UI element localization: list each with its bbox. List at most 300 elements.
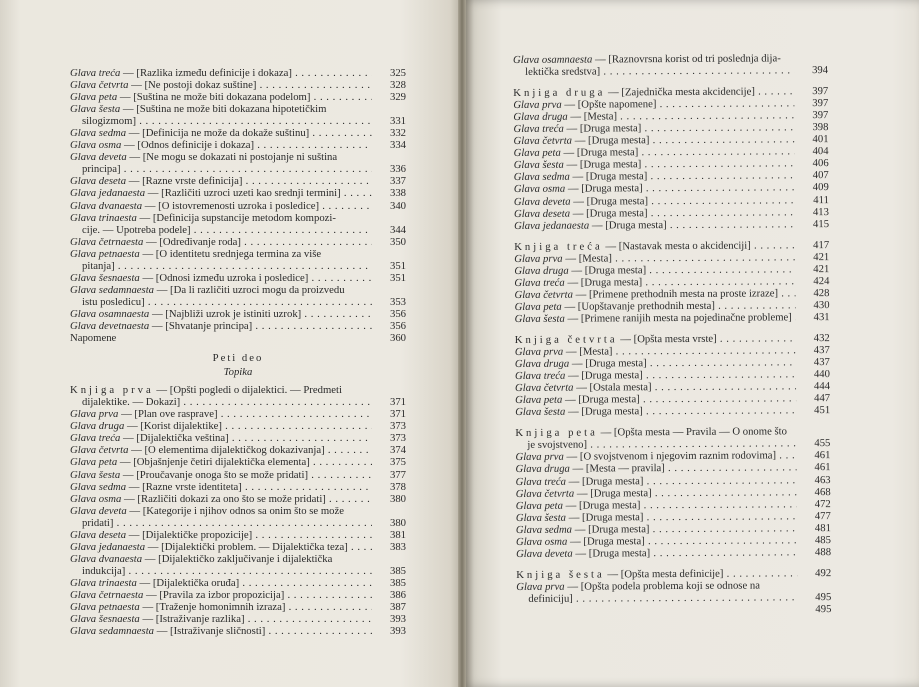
chapter-label: Glava šesta [70, 103, 121, 116]
toc-entry: Glava sedma — [Druga mesta] . . . 481 [516, 522, 831, 536]
entry-title: [Druga mesta] [584, 263, 647, 277]
toc-entry: Glava deveta — [Kategorije i njihov odnos sa onim što se može pridati] . . . 380 [70, 505, 406, 529]
entry-title: [Suština ne može biti dokazana podelom] [133, 91, 311, 104]
toc-entry: Glava druga — [Druga mesta] . . . 437 [515, 356, 830, 370]
entry-title: [Druga mesta] [581, 182, 643, 196]
toc-entry: Glava jedanaesta — [Dijalektički problem. — Dijalektička teza] . . . 383 [70, 541, 406, 553]
chapter-label: Glava peta [70, 91, 118, 104]
toc-entry: Glava treća — [Druga mesta] . . . 424 [514, 275, 829, 289]
chapter-label: Glava osma [70, 492, 122, 505]
page-number: 329 [389, 91, 406, 104]
entry-title: [Raznovrsna korist od tri poslednja dija- [608, 52, 781, 66]
page-number: 397 [812, 85, 829, 98]
entry-title: [O identitetu srednjega termina za više [155, 247, 322, 260]
chapter-label: Glava treća [70, 67, 121, 79]
chapter-label: Glava šesta [515, 405, 566, 419]
page-number: 356 [389, 319, 406, 332]
toc-entry: Glava šesnaesta — [Istraživanje razlika] . . . 393 [70, 613, 406, 625]
toc-entry: Glava prva — [Mesta] . . . 437 [515, 344, 830, 358]
entry-title-continued: istu posledicu] [82, 295, 145, 308]
page-number: 447 [814, 392, 831, 405]
chapter-label: Glava druga [514, 357, 570, 371]
page-number: 380 [389, 492, 406, 505]
toc-entry: Glava šesta — [Suština ne može biti dokazana hipotetičkim silogizmom] . . . 331 [70, 103, 406, 127]
toc-entry: Glava trinaesta — [Dijalektička oruđa] . . . 385 [70, 577, 406, 589]
entry-title: [Primene ranijih mesta na pojedinačne probleme] [580, 311, 792, 325]
entry-title: [Druga mesta] [583, 534, 645, 548]
page-number: 360 [389, 332, 406, 345]
chapter-label: Glava treća [515, 475, 567, 488]
toc-entry: Glava osamnaesta — [Raznovrsna korist od tri poslednja dija- lektička sredstva] . . . 394 [513, 52, 828, 78]
page-number: 411 [813, 193, 829, 206]
left-table-of-contents [70, 67, 406, 637]
toc-entry: Glava druga — [Korist dijalektike] . . . 373 [70, 420, 406, 432]
toc-entry: Glava prva — [Opšta podela problema koji se odnose na definiciju] . . . 495 [516, 579, 831, 605]
entry-title: [Druga mesta] [581, 474, 644, 488]
part-title: Peti deo [212, 352, 264, 365]
part-subtitle: Topika [223, 366, 253, 379]
page-number: 407 [812, 169, 829, 182]
entry-title: [Da li različiti uzroci mogu da proizvedu [170, 283, 345, 296]
entry-title: [O svojstvenom i njegovim raznim rodovima] [579, 449, 777, 464]
toc-entry: Glava jedanaesta — [Druga mesta] . . . 415 [514, 218, 829, 232]
toc-entry: Glava prva — [Plan ove rasprave] . . . 371 [70, 408, 406, 420]
entry-title: [Mesta] [578, 252, 612, 265]
entry-title: [Druga mesta] [578, 498, 641, 512]
entry-title: [Primene prethodnih mesta na proste izraze] [588, 287, 779, 301]
book-entry: Knjiga prva — [Opšti pogledi o dijalektici. — Predmeti dijalektike. — Dokazi] . . . 371 [70, 384, 406, 408]
page-number: 461 [814, 461, 831, 474]
page-number: 488 [814, 545, 832, 558]
chapter-label: Glava trinaesta [70, 211, 137, 224]
entry-title: [Objašnjenje četiri dijalektička elementa] [133, 456, 310, 469]
chapter-label: Glava deveta [513, 195, 571, 208]
page-number: 401 [812, 133, 829, 146]
right-table-of-contents [513, 52, 831, 617]
entry-title: [Opšte napomene] [577, 98, 657, 111]
entry-title: [Kategorije i njihov odnos sa onim što se može [142, 504, 344, 517]
book-label: Knjiga četvrta [514, 333, 618, 346]
entry-title: [Druga mesta] [578, 393, 640, 406]
chapter-label: Glava dvanaesta [70, 552, 143, 565]
page-number: 440 [813, 368, 830, 381]
chapter-label: Glava osma [515, 535, 568, 548]
chapter-label: Glava četvrta [515, 487, 575, 500]
entry-title: [Različiti uzroci uzeti kao srednji termini] [161, 187, 341, 200]
page-number: 451 [814, 404, 831, 417]
page-number: 378 [389, 480, 406, 493]
entry-title: [Plan ove rasprave] [134, 408, 218, 421]
book-entry: Knjiga treća — [Nastavak mesta o akcidenciji] . . . 417 [514, 239, 829, 253]
entry-title-continued: silogizmom] [82, 115, 137, 128]
entry-title: [Proučavanje onoga što se može pridati] [136, 468, 309, 481]
chapter-label: Glava treća [513, 122, 564, 136]
entry-title: [Druga mesta] [588, 546, 651, 560]
chapter-label: Glava četvrta [515, 381, 574, 395]
entry-title-continued: dijalektike. — Dokazi] [82, 396, 181, 409]
page-number: 387 [389, 601, 406, 614]
entry-title: [Druga mesta] [586, 206, 648, 220]
page-number: 468 [814, 485, 831, 498]
page-number: 334 [389, 139, 406, 152]
book-spine [458, 0, 466, 687]
page-number: 337 [389, 175, 406, 188]
page-number: 356 [389, 307, 406, 320]
page-number: 371 [389, 396, 406, 409]
chapter-label: Glava peta [515, 393, 563, 407]
entry-title: [Dijalektička veština] [136, 432, 229, 445]
page-number: 495 [815, 603, 832, 616]
chapter-label: Glava sedamnaesta [70, 283, 155, 296]
chapter-label: Glava prva [516, 580, 565, 593]
entry-title: [Definicija ne može da dokaže suštinu] [142, 127, 310, 140]
toc-entry: Glava šesta — [Druga mesta] . . . 406 [514, 157, 829, 171]
page-number: 377 [389, 468, 406, 481]
page-number: 406 [812, 157, 829, 170]
page-number: 340 [389, 199, 406, 212]
toc-entry: Glava prva — [Opšte napomene] . . . 397 [513, 97, 828, 111]
toc-entry-napomene [70, 332, 406, 344]
chapter-label: Glava treća [514, 276, 565, 289]
entry-title: [Druga mesta] [579, 122, 642, 135]
toc-entry: Glava četrnaesta — [Pravila za izbor propozicija] . . . 386 [70, 589, 406, 601]
toc-entry: Glava prva — [O svojstvenom i njegovim raznim rodovima] . . . 461 [515, 449, 830, 463]
chapter-label: Glava deveta [70, 151, 127, 164]
entry-title: [Druga mesta] [581, 405, 643, 418]
chapter-label: Glava dvanaesta [70, 199, 143, 212]
entry-title: [Druga mesta] [588, 522, 650, 536]
entry-title: [Zajednička mesta akcidencije] [621, 85, 755, 99]
entry-title: [Mesta] [579, 345, 613, 358]
page-number: 428 [813, 286, 830, 300]
trailing-page-number [516, 603, 831, 617]
entry-title: [Shvatanje principa] [165, 319, 253, 332]
entry-title: [Druga mesta] [579, 158, 642, 171]
entry-title-continued: cije. — Upotreba podele] [82, 223, 191, 236]
page-number: 417 [813, 238, 830, 251]
toc-entry: Glava četvrta — [Druga mesta] . . . 401 [513, 133, 828, 147]
page-number: 472 [814, 497, 831, 510]
entry-title-continued: definiciju] [528, 592, 573, 605]
page-number: 351 [389, 271, 406, 284]
page-number: 344 [389, 223, 406, 236]
page-number: 373 [389, 432, 406, 445]
chapter-label: Glava peta [514, 300, 562, 313]
chapter-label: Glava sedamnaesta [70, 625, 155, 638]
toc-entry: Glava osma — [Druga mesta] . . . 485 [516, 534, 831, 548]
page-number: 336 [389, 163, 406, 176]
page-number: 373 [389, 420, 406, 433]
entry-title-continued: je svojstveno] [527, 438, 588, 452]
toc-entry: Glava osma — [Druga mesta] . . . 409 [514, 182, 829, 196]
chapter-label: Glava deseta [70, 528, 127, 541]
chapter-label: Glava prva [513, 98, 562, 112]
page-number: 350 [389, 235, 406, 248]
toc-entry: Glava deveta — [Druga mesta] . . . 411 [514, 194, 829, 208]
toc-entry: Glava treća — [Razlika između definicije i dokaza] . . . 325 [70, 67, 406, 79]
chapter-label: Glava deveta [516, 547, 573, 560]
entry-title: [Pravila za izbor propozicija] [159, 588, 285, 601]
page-number: 353 [389, 295, 406, 308]
toc-entry: Glava treća — [Dijalektička veština] . . . 373 [70, 432, 406, 444]
toc-entry: Glava peta — [Druga mesta] . . . 404 [514, 145, 829, 159]
entry-title: [Različiti dokazi za ono što se može pridati] [137, 492, 326, 505]
toc-entry: Glava deseta — [Razne vrste definicija] . . . 337 [70, 175, 406, 187]
toc-entry: Glava deveta — [Druga mesta] . . . 488 [516, 546, 831, 560]
toc-entry: Glava trinaesta — [Definicija supstancije metodom kompozi- cije. — Upotreba podele] . . . 344 [70, 212, 406, 236]
entry-title: [Ne postoji dokaz suštine] [144, 79, 257, 92]
chapter-label: Glava devetnaesta [70, 319, 150, 332]
entry-title: [Dijalektičko zaključivanje i dijalektička [158, 552, 333, 565]
toc-entry: Glava osma — [Odnos definicije i dokaza] . . . 334 [70, 139, 406, 151]
page-number: 338 [389, 187, 406, 200]
chapter-label: Glava sedma [515, 523, 573, 536]
chapter-label: Glava četvrta [514, 288, 573, 301]
toc-entry: Glava sedma — [Razne vrste identiteta] . . . 378 [70, 481, 406, 493]
entry-title: [Ostala mesta] [589, 381, 652, 394]
page-number: 477 [814, 509, 831, 522]
entry-title-continued: lektička sredstva] [525, 65, 601, 78]
book-entry: Knjiga šesta — [Opšta mesta definicije] . . . 492 [516, 567, 831, 581]
chapter-label: Glava osamnaesta [513, 53, 593, 66]
entry-title: [Najbliži uzrok je istiniti uzrok] [165, 307, 302, 320]
entry-title-continued: pitanja] [82, 259, 115, 272]
chapter-label: Glava prva [515, 451, 564, 464]
page-number: 421 [813, 262, 830, 275]
page-number: 415 [812, 217, 830, 230]
entry-title: [Nastavak mesta o akcidenciji] [618, 239, 751, 253]
toc-entry: Glava četrnaesta — [Određivanje roda] . . . 350 [70, 236, 406, 248]
chapter-label: Glava sedma [70, 480, 127, 493]
toc-entry: Glava peta — [Druga mesta] . . . 472 [516, 498, 831, 512]
toc-entry: Glava druga — [Druga mesta] . . . 421 [514, 263, 829, 277]
entry-title: [Suština ne može biti dokazana hipotetičkim [136, 103, 327, 116]
chapter-label: Glava četrnaesta [70, 235, 144, 248]
chapter-label: Glava peta [70, 456, 118, 469]
entry-title: [Ne mogu se dokazati ni postojanje ni suština [142, 151, 338, 164]
entry-title: [Razlika između definicije i dokaza] [136, 67, 292, 79]
chapter-label: Glava šesnaesta [70, 271, 140, 284]
chapter-label: Glava prva [514, 252, 563, 265]
entry-title: [Odnosi između uzroka i posledice] [155, 271, 309, 284]
chapter-label: Glava peta [515, 499, 563, 512]
chapter-label: Glava treća [70, 432, 121, 445]
chapter-label: Glava sedma [70, 127, 127, 140]
entry-title: [O istovremenosti uzroka i posledice] [158, 199, 320, 212]
toc-entry: Glava peta — [Uopštavanje prethodnih mesta] . . . 430 [515, 299, 830, 313]
toc-entry: Glava šesta — [Druga mesta] . . . 451 [515, 404, 830, 418]
page-number: 495 [815, 590, 832, 604]
entry-title: [Dijalektička oruđa] [152, 576, 240, 589]
chapter-label: Glava druga [513, 110, 568, 124]
entry-title: [Druga mesta] [576, 146, 639, 159]
toc-entry: Glava deveta — [Ne mogu se dokazati ni postojanje ni suština principa] . . . 336 [70, 151, 406, 175]
toc-entry: Glava četvrta — [Druga mesta] . . . 468 [516, 486, 831, 500]
page-number: 455 [814, 437, 831, 450]
chapter-label: Glava četvrta [70, 444, 129, 457]
entry-title: [Druga mesta] [590, 486, 652, 500]
page-number: 481 [814, 521, 831, 534]
entry-title: [Opšta mesta vrste] [633, 332, 717, 346]
toc-entry: Glava osma — [Različiti dokazi za ono što se može pridati] . . . 380 [70, 493, 406, 505]
toc-entry: Glava sedamnaesta — [Da li različiti uzroci mogu da proizvedu istu posledicu] . . . 353 [70, 284, 406, 308]
chapter-label: Glava šesta [515, 511, 567, 524]
toc-entry: Glava peta — [Suština ne može biti dokazana podelom] . . . 329 [70, 91, 406, 103]
page-number: 380 [389, 516, 406, 529]
book-label: Knjiga šesta [516, 568, 605, 581]
page-number: 437 [813, 344, 830, 357]
page-number: 421 [813, 250, 830, 263]
page-number: 328 [389, 79, 406, 92]
page-number: 383 [389, 540, 406, 553]
entry-title: [O elementima dijalektičkog dokazivanja] [144, 444, 325, 457]
book-label: Knjiga druga [513, 86, 606, 100]
entry-title: [Druga mesta] [581, 369, 643, 382]
entry-title: [Dijalektičke propozicije] [142, 528, 253, 541]
chapter-label: Glava deseta [513, 207, 571, 220]
entry-title-continued: principa] [82, 163, 121, 176]
chapter-label: Glava petnaesta [70, 247, 140, 260]
entry-title-continued: indukcija] [82, 564, 126, 577]
entry-title: [Određivanje roda] [159, 235, 241, 248]
entry-title: [Opšta mesta — Pravila — O onome što [613, 425, 788, 439]
page-number: 375 [389, 456, 406, 469]
book-entry: Knjiga četvrta — [Opšta mesta vrste] . . . 432 [515, 332, 830, 346]
page-number: 397 [812, 109, 829, 122]
page-number: 386 [389, 588, 406, 601]
toc-entry: Glava sedma — [Definicija ne može da dokaže suštinu] . . . 332 [70, 127, 406, 139]
page-number: 385 [389, 576, 406, 589]
toc-entry: Glava četvrta — [Ne postoji dokaz suštine] . . . 328 [70, 79, 406, 91]
chapter-label: Glava druga [70, 420, 125, 433]
page-number: 432 [813, 332, 830, 345]
entry-title: [Druga mesta] [586, 194, 649, 208]
page-number: 374 [389, 444, 406, 457]
page-number: 444 [813, 380, 831, 393]
entry-title: [Opšta podela problema koji se odnose na [580, 579, 760, 593]
entry-title: [Razne vrste definicija] [142, 175, 243, 188]
entry-title: [Druga mesta] [581, 510, 644, 524]
chapter-label: Glava šesta [513, 159, 564, 172]
page-number: 325 [389, 67, 406, 79]
toc-entry: Glava dvanaesta — [O istovremenosti uzroka i posledice] . . . 340 [70, 200, 406, 212]
page-number: 461 [814, 449, 831, 462]
toc-entry: Glava treća — [Druga mesta] . . . 398 [513, 121, 828, 135]
book-label: Knjiga peta [515, 426, 598, 440]
entry-title: [Definicija supstancije metodom kompozi- [152, 211, 336, 224]
toc-entry: Glava peta — [Druga mesta] . . . 447 [515, 392, 830, 406]
toc-entry: Glava četvrta — [Primene prethodnih mesta na proste izraze] . . . 428 [514, 287, 829, 301]
page-number: 492 [815, 566, 832, 579]
chapter-label: Glava prva [514, 345, 564, 359]
entry-title: [Mesta — pravila] [585, 462, 665, 476]
page-number: 431 [813, 311, 830, 324]
chapter-label: Glava treća [514, 369, 566, 383]
page-number: 485 [814, 533, 832, 546]
entry-title: [Druga mesta] [585, 170, 648, 183]
toc-entry: Glava sedamnaesta — [Istraživanje sličnosti] . . . 393 [70, 625, 406, 637]
page-number: 393 [389, 625, 406, 638]
toc-entry: Glava dvanaesta — [Dijalektičko zaključivanje i dijalektička indukcija] . . . 385 [70, 553, 406, 577]
toc-entry: Glava četvrta — [Ostala mesta] . . . 444 [515, 380, 830, 394]
toc-entry: Glava osamnaesta — [Najbliži uzrok je istiniti uzrok] . . . 356 [70, 308, 406, 320]
book-entry: Knjiga peta — [Opšta mesta — Pravila — O onome što je svojstveno] . . . 455 [515, 425, 830, 451]
entry-title: [Uopštavanje prethodnih mesta] [577, 299, 715, 313]
page-number: 437 [813, 356, 830, 369]
page-number: 394 [812, 64, 829, 77]
chapter-label: Glava četvrta [513, 134, 573, 148]
entry-title: [Istraživanje sličnosti] [170, 625, 266, 638]
toc-entry: Glava devetnaesta — [Shvatanje principa] . . . 356 [70, 320, 406, 332]
entry-title: [Dijalektički problem. — Dijalektička teza] [161, 540, 348, 553]
chapter-label: Glava osma [70, 139, 122, 152]
toc-entry: Glava šesta — [Proučavanje onoga što se može pridati] . . . 377 [70, 469, 406, 481]
chapter-label: Glava jedanaesta [70, 187, 146, 200]
page-number: 430 [813, 298, 830, 312]
page-number: 381 [389, 528, 406, 541]
book-label: Knjiga prva [70, 384, 154, 397]
entry-title: [Traženje homonimnih izraza] [155, 601, 286, 614]
chapter-label: Glava četvrta [70, 79, 129, 92]
chapter-label: Glava osma [513, 183, 566, 196]
page-number: 398 [812, 121, 829, 134]
page-number: 397 [812, 97, 829, 110]
toc-entry: Glava prva — [Mesta] . . . 421 [514, 251, 829, 265]
chapter-label: Glava druga [515, 463, 570, 476]
book-label: Knjiga treća [514, 240, 603, 253]
page-number: 351 [389, 259, 406, 272]
toc-entry: Glava deseta — [Dijalektičke propozicije] . . . 381 [70, 529, 406, 541]
page-number: 331 [389, 115, 406, 128]
chapter-label: Glava sedma [513, 171, 570, 184]
chapter-label: Glava druga [514, 264, 569, 277]
entry-title: [Opšti pogledi o dijalektici. — Predmeti [169, 384, 342, 397]
entry-title: [Opšta mesta definicije] [620, 567, 724, 581]
chapter-label: Glava šesta [70, 468, 121, 481]
entry-title: [Druga mesta] [605, 218, 667, 232]
entry-title: [Razne vrste identiteta] [142, 480, 242, 493]
toc-entry: Glava šesta — [Primene ranijih mesta na pojedinačne probleme] . . . 431 [515, 311, 830, 325]
chapter-label: Glava šesnaesta [70, 613, 140, 626]
toc-entry: Glava šesta — [Druga mesta] . . . 477 [516, 510, 831, 524]
chapter-label: Glava prva [70, 408, 119, 421]
entry-title-continued: pridati] [82, 516, 114, 529]
toc-entry: Glava jedanaesta — [Različiti uzroci uzeti kao srednji termini] . . . 338 [70, 187, 406, 199]
chapter-label: Glava deveta [70, 504, 127, 517]
page-number: 404 [812, 145, 829, 158]
toc-entry: Glava peta — [Objašnjenje četiri dijalektička elementa] . . . 375 [70, 456, 406, 468]
page-number: 393 [389, 613, 406, 626]
page-number: 463 [814, 473, 831, 486]
chapter-label: Glava trinaesta [70, 576, 137, 589]
toc-entry: Glava druga — [Mesta — pravila] . . . 461 [516, 462, 831, 476]
toc-entry: Glava sedma — [Druga mesta] . . . 407 [514, 169, 829, 183]
entry-title: [Odnos definicije i dokaza] [137, 139, 255, 152]
toc-entry: Glava druga — [Mesta] . . . 397 [513, 109, 828, 123]
page-number: 371 [389, 408, 406, 421]
chapter-label: Glava peta [513, 147, 561, 160]
page-number: 409 [812, 181, 829, 194]
toc-entry: Glava deseta — [Druga mesta] . . . 413 [514, 206, 829, 220]
entry-title: [Korist dijalektike] [140, 420, 222, 433]
toc-entry: Glava četvrta — [O elementima dijalektičkog dokazivanja] . . . 374 [70, 444, 406, 456]
chapter-label: Glava deseta [70, 175, 127, 188]
page-number: 385 [389, 564, 406, 577]
entry-title: [Istraživanje razlika] [155, 613, 245, 626]
page-number: 332 [389, 127, 406, 140]
page-number: 424 [813, 274, 830, 287]
entry-title: [Druga mesta] [580, 276, 643, 289]
